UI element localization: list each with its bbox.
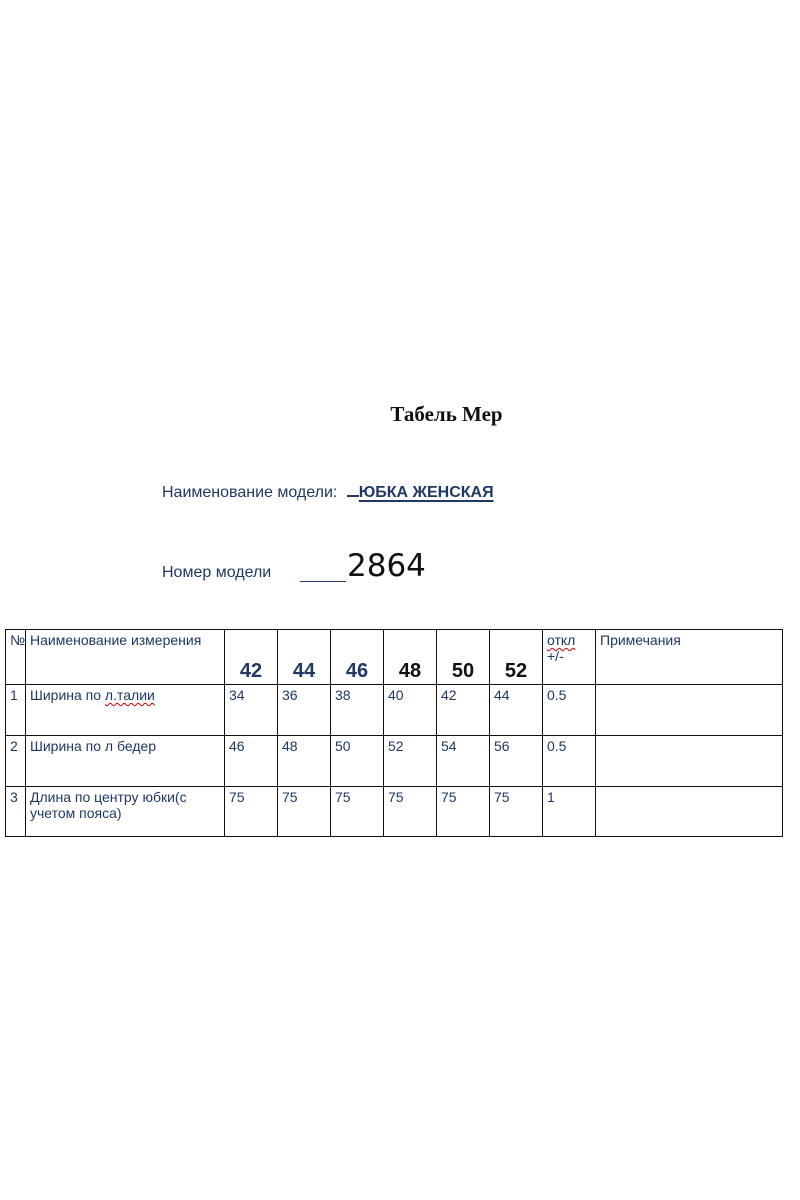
model-number-value: 2864: [347, 548, 426, 584]
value-cell: 44: [490, 685, 543, 736]
header-number: №: [6, 630, 26, 685]
header-measurement-name: Наименование измерения: [26, 630, 225, 685]
model-name-value-wrapper: [342, 484, 494, 501]
value-cell: 48: [278, 736, 331, 787]
header-size-44: [278, 630, 331, 685]
size-label: 52: [504, 660, 528, 682]
row-measurement-name: [26, 685, 225, 736]
model-name-value: ЮБКА ЖЕНСКАЯ: [358, 484, 494, 501]
value-cell: 38: [331, 685, 384, 736]
size-label: 48: [398, 660, 422, 682]
tolerance-label-line1: откл: [547, 632, 576, 648]
model-name-label: Наименование модели:: [162, 484, 338, 501]
value-cell: 75: [437, 787, 490, 837]
size-label: 50: [451, 660, 475, 682]
value-cell: 36: [278, 685, 331, 736]
document-title: Табель Мер: [390, 402, 503, 426]
row-measurement-name: Длина по центру юбки(с учетом пояса): [26, 787, 225, 837]
table-row: [6, 787, 783, 837]
size-label: 44: [292, 660, 316, 682]
header-size-48: [384, 630, 437, 685]
value-cell: 46: [225, 736, 278, 787]
size-label: 46: [345, 660, 369, 682]
value-cell: 75: [384, 787, 437, 837]
header-size-46: [331, 630, 384, 685]
value-cell: 54: [437, 736, 490, 787]
header-size-52: [490, 630, 543, 685]
model-name-row: [162, 481, 494, 502]
table-row: [6, 685, 783, 736]
header-size-50: [437, 630, 490, 685]
value-cell: 56: [490, 736, 543, 787]
value-cell: 75: [278, 787, 331, 837]
tolerance-cell: 1: [543, 787, 596, 837]
name-marked: л.талии: [104, 687, 155, 703]
header-size-42: [225, 630, 278, 685]
value-cell: 52: [384, 736, 437, 787]
header-tolerance: [543, 630, 596, 685]
row-number: 3: [6, 787, 26, 837]
name-prefix: Ширина по: [30, 687, 105, 703]
value-cell: 75: [490, 787, 543, 837]
header-notes: Примечания: [596, 630, 783, 685]
model-number-label: Номер модели: [162, 564, 272, 581]
note-cell: [596, 736, 783, 787]
table-header-row: [6, 630, 783, 685]
tolerance-label-line2: +/-: [547, 648, 564, 665]
value-cell: 34: [225, 685, 278, 736]
note-cell: [596, 685, 783, 736]
value-cell: 42: [437, 685, 490, 736]
row-number: 1: [6, 685, 26, 736]
tolerance-cell: 0.5: [543, 736, 596, 787]
value-cell: 40: [384, 685, 437, 736]
size-label: 42: [239, 660, 263, 682]
value-cell: 75: [331, 787, 384, 837]
value-cell: 50: [331, 736, 384, 787]
table-row: [6, 736, 783, 787]
model-number-underline: [300, 581, 346, 582]
row-measurement-name: Ширина по л бедер: [26, 736, 225, 787]
measurements-table: [5, 629, 783, 837]
note-cell: [596, 787, 783, 837]
tolerance-cell: 0.5: [543, 685, 596, 736]
value-cell: 75: [225, 787, 278, 837]
row-number: 2: [6, 736, 26, 787]
underline-lead: [347, 481, 359, 497]
